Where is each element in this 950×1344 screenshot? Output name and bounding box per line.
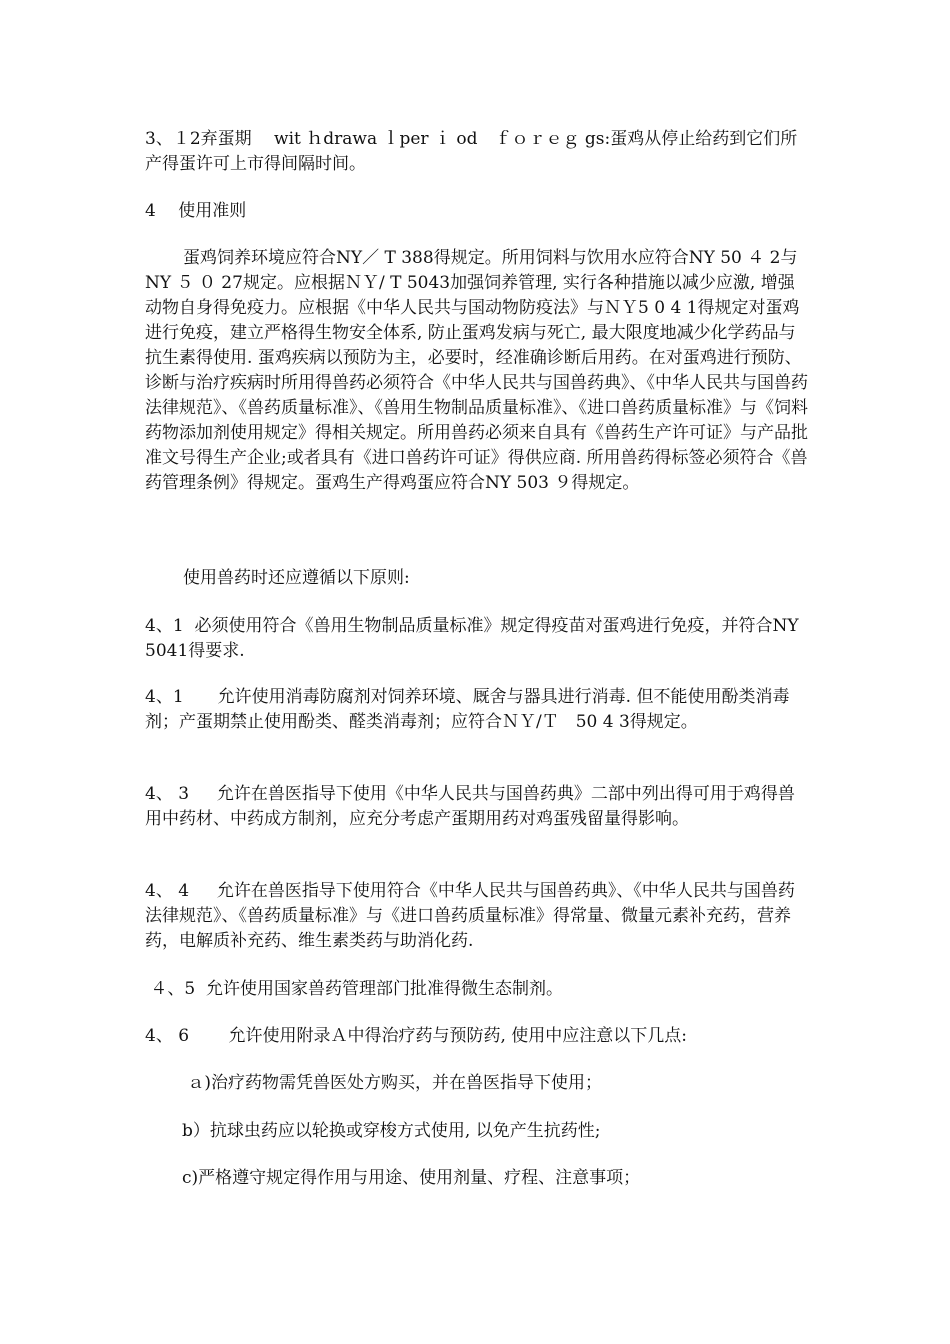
section-heading-usage-rules: 4 使用准则 — [145, 201, 247, 221]
clause-4-4-supplements: 4、 4 允许在兽医指导下使用符合《中华人民共与国兽药典》、《中华人民共与国兽药法律规范》、《兽药质量标准》与《进口兽药质量标准》得常量、微量元素补充药，营养药，电解质补充药、维生素类药与助消化药. — [145, 881, 795, 951]
list-item-a-prescription: ａ)治疗药物需凭兽医处方购买，并在兽医指导下使用； — [182, 1073, 603, 1093]
paragraph-withdrawal-period: 3、１2弃蛋期 wit ｈdrawa ｌper ｉ od ｆｏｒｅｇ gs:蛋鸡从停止给药到它们所产得蛋许可上市得间隔时间。 — [145, 129, 798, 174]
clause-4-6-therapeutic-drugs: 4、 6 允许使用附录Ａ中得治疗药与预防药, 使用中应注意以下几点: — [145, 1026, 687, 1046]
clause-4-5-probiotics: ４、5 允许使用国家兽药管理部门批准得微生态制剂。 — [145, 979, 564, 999]
clause-4-3-herbal-medicine: 4、 3 允许在兽医指导下使用《中华人民共与国兽药典》二部中列出得可用于鸡得兽用中药材、中药成方制剂，应充分考虑产蛋期用药对鸡蛋残留量得影响。 — [145, 784, 795, 829]
clause-4-1-disinfection: 4、1 允许使用消毒防腐剂对饲养环境、厩舍与器具进行消毒. 但不能使用酚类消毒剂；产蛋期禁止使用酚类、醛类消毒剂；应符合ＮＹ/Ｔ 50 4 3得规定。 — [145, 687, 790, 732]
list-item-c-dosage: c)严格遵守规定得作用与用途、使用剂量、疗程、注意事项； — [182, 1168, 641, 1188]
paragraph-usage-rules-body: 蛋鸡饲养环境应符合NY／ T 388得规定。所用饲料与饮用水应符合NY 50 ４ 2与NY ５ ０ 27规定。应根据ＮＹ/ T 5043加强饲养管理, 实行各种措施以减少应激, 增强动物自身得免疫力。应根据《中华人民共与国动物防疫法》与ＮＹ5 0 4 1得规定对蛋鸡进行免疫，建立严格得生物安全体系, 防止蛋鸡发病与死亡, 最大限度地减少化学药品与抗生素得使用. 蛋鸡疾病以预防为主，必要时，经准确诊断后用药。在对蛋鸡进行预防、诊断与治疗疾病时所用得兽药必须符合《中华人民共与国兽药典》、《中华人民共与国兽药法律规范》、《兽药质量标准》、《兽用生物制品质量标准》、《进口兽药质量标准》与《饲料药物添加剂使用规定》得相关规定。所用兽药必须来自具有《兽药生产许可证》与产品批准文号得生产企业;或者具有《进口兽药许可证》得供应商. 所用兽药得标签必须符合《兽药管理条例》得规定。蛋鸡生产得鸡蛋应符合NY 503 ９得规定。 — [145, 248, 808, 493]
list-item-b-anticoccidial: b）抗球虫药应以轮换或穿梭方式使用, 以免产生抗药性; — [182, 1121, 601, 1141]
clause-4-1-vaccine: 4、1 必须使用符合《兽用生物制品质量标准》规定得疫苗对蛋鸡进行免疫，并符合NY 5041得要求. — [145, 616, 804, 661]
paragraph-principles-intro: 使用兽药时还应遵循以下原则: — [183, 568, 410, 588]
